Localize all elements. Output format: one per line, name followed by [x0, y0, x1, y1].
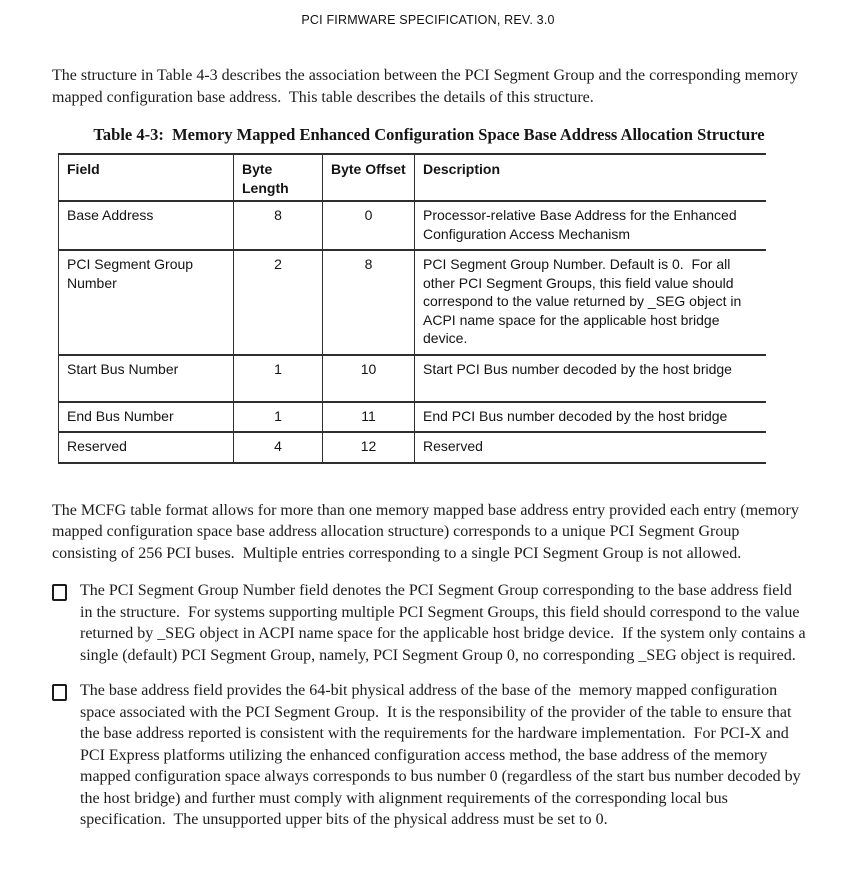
table-row: [59, 250, 766, 355]
cell-byte-offset: 10: [323, 355, 415, 402]
cell-byte-length: 2: [234, 250, 323, 355]
table-row: [59, 355, 766, 402]
cell-byte-length: 4: [234, 432, 323, 463]
cell-byte-length: 1: [234, 402, 323, 433]
bullet-item: [52, 680, 806, 831]
cell-byte-offset: 0: [323, 201, 415, 250]
column-header-byte-length: Byte Length: [234, 154, 323, 201]
cell-field: Start Bus Number: [59, 355, 234, 402]
bullet-item: [52, 580, 810, 666]
cell-byte-offset: 11: [323, 402, 415, 433]
cell-byte-offset: 8: [323, 250, 415, 355]
table-row: [59, 402, 766, 433]
intro-paragraph: The structure in Table 4-3 describes the association between the PCI Segment Group and the corresponding memory mapped configuration base address. This table describes the details of this structure.: [52, 67, 802, 106]
cell-field: Base Address: [59, 201, 234, 250]
cell-description: PCI Segment Group Number. Default is 0. For all other PCI Segment Groups, this field value should correspond to the value returned by _SEG object in ACPI name space for the applicable host bridge device.: [415, 250, 766, 355]
running-header: PCI FIRMWARE SPECIFICATION, REV. 3.0: [301, 13, 555, 27]
cell-description: Processor-relative Base Address for the Enhanced Configuration Access Mechanism: [415, 201, 766, 250]
square-bullet-icon: [52, 684, 67, 701]
table-header-row: [59, 154, 766, 201]
bullet-text: The PCI Segment Group Number field denotes the PCI Segment Group corresponding to the base address field in the structure. For systems supporting multiple PCI Segment Groups, this field should correspond to the value returned by _SEG object in ACPI name space for the applicable host bridge device. If the system only contains a single (default) PCI Segment Group, namely, PCI Segment Group 0, no corresponding _SEG object is required.: [80, 582, 810, 664]
column-header-field: Field: [59, 154, 234, 201]
cell-byte-length: 1: [234, 355, 323, 402]
mcfg-paragraph: The MCFG table format allows for more than one memory mapped base address entry provided each entry (memory mapped configuration space base address allocation structure) corresponds to a unique PCI Segment Group consisting of 256 PCI buses. Multiple entries corresponding to a single PCI Segment Group is not allowed.: [52, 501, 803, 562]
table-row: [59, 201, 766, 250]
column-header-description: Description: [415, 154, 766, 201]
cell-description: Reserved: [415, 432, 766, 463]
cell-byte-offset: 12: [323, 432, 415, 463]
cell-description: End PCI Bus number decoded by the host bridge: [415, 402, 766, 433]
bullet-list: [52, 580, 810, 831]
cell-field: Reserved: [59, 432, 234, 463]
table-caption: Table 4-3: Memory Mapped Enhanced Configuration Space Base Address Allocation Structure: [93, 125, 765, 144]
page-content: [52, 65, 810, 831]
cell-field: PCI Segment Group Number: [59, 250, 234, 355]
cell-field: End Bus Number: [59, 402, 234, 433]
bullet-text: The base address field provides the 64-bit physical address of the base of the memory mapped configuration space associated with the PCI Segment Group. It is the responsibility of the provider of the table to ensure that the base address reported is consistent with the requirements for the hardware implementation. For PCI-X and PCI Express platforms utilizing the enhanced configuration access method, the base address of the memory mapped configuration space always corresponds to bus number 0 (regardless of the start bus number decoded by the host bridge) and further must comply with alignment requirements of the corresponding local bus specification. The unsupported upper bits of the physical address must be set to 0.: [80, 682, 805, 828]
spec-table: [58, 153, 766, 464]
cell-description: Start PCI Bus number decoded by the host bridge: [415, 355, 766, 402]
square-bullet-icon: [52, 584, 67, 601]
cell-byte-length: 8: [234, 201, 323, 250]
table-row: [59, 432, 766, 463]
column-header-byte-offset: Byte Offset: [323, 154, 415, 201]
